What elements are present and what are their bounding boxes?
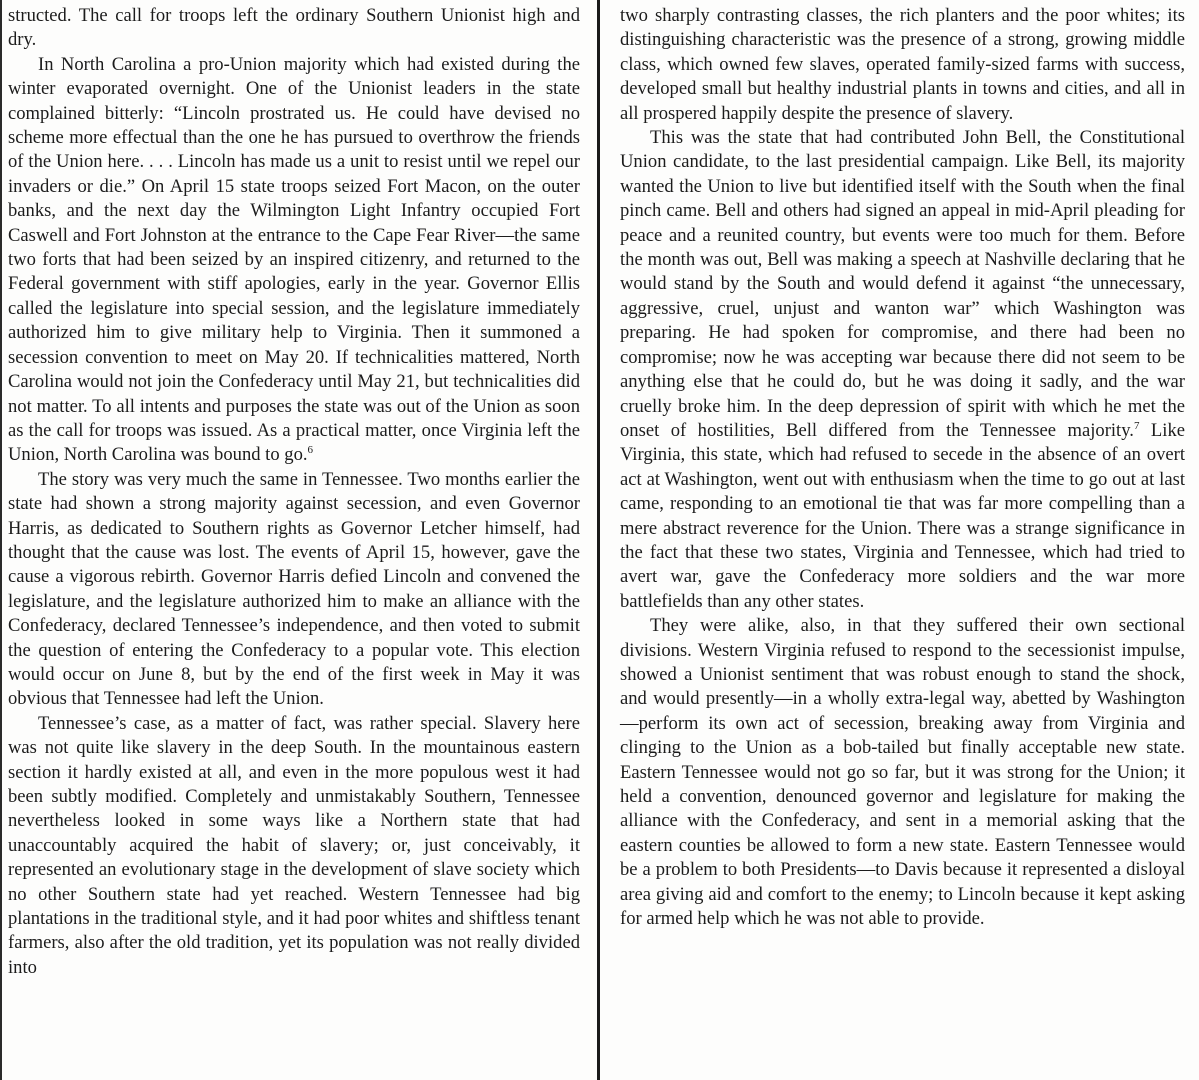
footnote-mark: 7 xyxy=(1133,419,1140,432)
paragraph-text: In North Carolina a pro-Union majority which had existed during the winter evaporated overnight. One of the Unionist leaders in the state complained bitterly: “Lincoln prostrated us. He could have devised no scheme more effectual than the one he has pursued to overthrow the friends of the Union here. . . . Lincoln has made us a unit to resist until we repel our invaders or die.” On April 15 state troops seized Fort Macon, on the outer banks, and the next day the Wilmington Light Infantry occupied Fort Caswell and Fort Johnston at the entrance to the Cape Fear River—the same two forts that had been seized by an inspired citizenry, and returned to the Federal government with stiff apologies, early in the year. Governor Ellis called the legislature into special session, and the legislature immediately authorized him to give military help to Virginia. Then it summoned a secession convention to meet on May 20. If technicalities mattered, North Carolina would not join the Confederacy until May 21, but technicalities did not matter. To all intents and purposes the state was out of the Union as soon as the call for troops was issued. As a practical matter, once Virginia left the Union, North Carolina was bound to go. xyxy=(8,53,580,466)
paragraph-text: They were alike, also, in that they suffered their own sectional divisions. Western Virginia refused to respond to the secessionist impulse, showed a Unionist sentiment that was robust enough to stand the shock, and would presently—in a wholly extra-legal way, abetted by Washington—perform its own act of secession, breaking away from Virginia and clinging to the Union as a bob-tailed but finally acceptable new state. Eastern Tennessee would not go so far, but it was strong for the Union; it held a convention, denounced governor and legislature for making the alliance with the Confederacy, and sent in a memorial asking that the eastern counties be allowed to form a new state. Eastern Tennessee would be a problem to both Presidents—to Davis because it represented a disloyal area giving aid and comfort to the enemy; to Lincoln because it kept asking for armed help which he was not able to provide. xyxy=(620,615,1185,930)
paragraph xyxy=(8,712,580,980)
paragraph-text: This was the state that had contributed John Bell, the Constitutional Union candidate, to the last presidential campaign. Like Bell, its majority wanted the Union to live but identified itself with the South when the final pinch came. Bell and others had signed an appeal in mid-April pleading for peace and a reunited country, but events were too much for them. Before the month was out, Bell was making a speech at Nashville declaring that he would stand by the South and would defend it against “the unnecessary, aggressive, cruel, unjust and wanton war” which Washington was preparing. He had spoken for compromise, and there had been no compromise; now he was accepting war because there did not seem to be anything else that he could do, but he was doing it sadly, and the war cruelly broke him. In the deep depression of spirit with which he met the onset of hostilities, Bell differed from the Tennessee majority. xyxy=(620,127,1185,441)
paragraph-text: two sharply contrasting classes, the rich planters and the poor whites; its distinguishing characteristic was the presence of a strong, growing middle class, which owned few slaves, operated family-sized farms with success, developed small but healthy industrial plants in towns and cities, and all in all prospered happily despite the presence of slavery. xyxy=(620,5,1185,124)
paragraph xyxy=(620,4,1185,126)
page-gutter xyxy=(597,0,600,1080)
paragraph xyxy=(8,53,580,468)
paragraph xyxy=(620,126,1185,614)
left-column xyxy=(8,4,580,980)
paragraph-text: structed. The call for troops left the ordinary Southern Unionist high and dry. xyxy=(8,5,580,51)
paragraph-text: Like Virginia, this state, which had refused to secede in the absence of an overt act at Washington, went out with enthusiasm when the time to go out at last came, responding to an emotional tie that was far more compelling than a mere abstract reverence for the Union. There was a strange significance in the fact that these two states, Virginia and Tennessee, which had tried to avert war, gave the Confederacy more soldiers and the war more battlefields than any other states. xyxy=(620,419,1185,612)
paragraph xyxy=(8,4,580,53)
paragraph-text: Tennessee’s case, as a matter of fact, was rather special. Slavery here was not quite like slavery in the deep South. In the mountainous eastern section it hardly existed at all, and even in the more populous west it had been subtly modified. Completely and unmistakably Southern, Tennessee nevertheless looked in some ways like a Northern state that had unaccountably acquired the habit of slavery; or, just conceivably, it represented an evolutionary stage in the development of slave society which no other Southern state had yet reached. Western Tennessee had big plantations in the traditional style, and it had poor whites and shiftless tenant farmers, also after the old tradition, yet its population was not really divided into xyxy=(8,712,580,978)
page-edge xyxy=(0,0,2,1080)
paragraph xyxy=(620,614,1185,931)
footnote-mark: 6 xyxy=(307,444,314,457)
right-column xyxy=(620,4,1185,931)
paragraph xyxy=(8,468,580,712)
paragraph-text: The story was very much the same in Tennessee. Two months earlier the state had shown a strong majority against secession, and even Governor Harris, as dedicated to Southern rights as Governor Letcher himself, had thought that the cause was lost. The events of April 15, however, gave the cause a vigorous rebirth. Governor Harris defied Lincoln and convened the legislature, and the legislature authorized him to make an alliance with the Confederacy, declared Tennessee’s independence, and then voted to submit the question of entering the Confederacy to a popular vote. This election would occur on June 8, but by the end of the first week in May it was obvious that Tennessee had left the Union. xyxy=(8,468,580,710)
